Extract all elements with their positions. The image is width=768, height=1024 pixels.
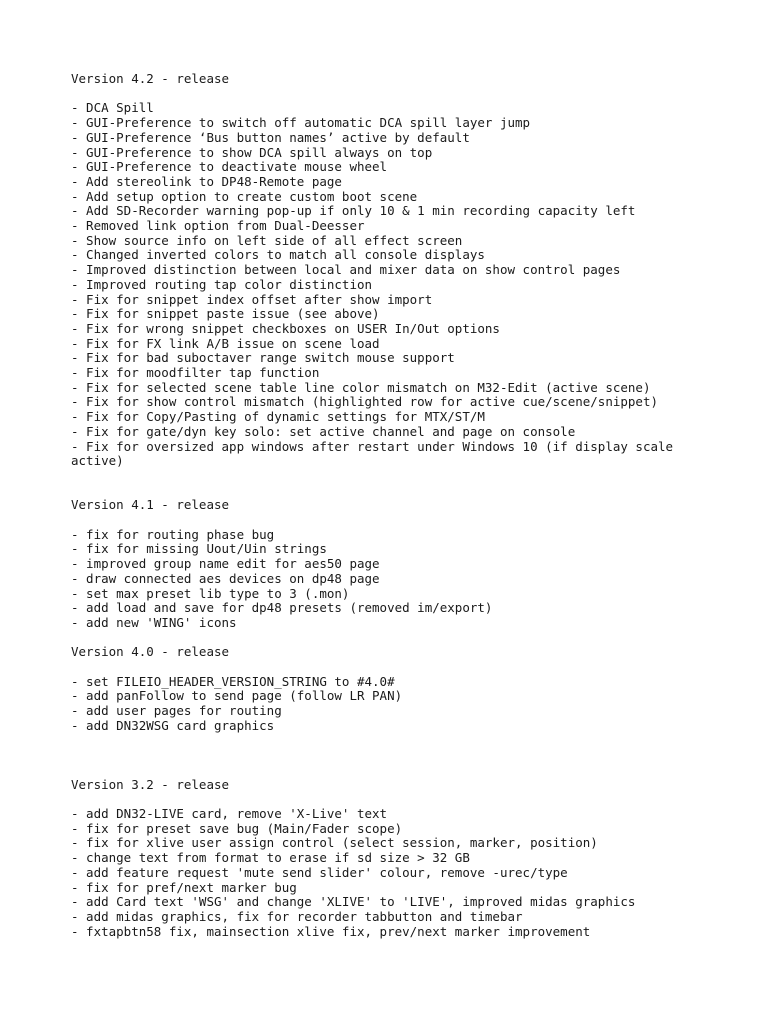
changelog-item: - fix for xlive user assign control (select session, marker, position) <box>71 835 598 851</box>
changelog-list <box>71 528 691 631</box>
changelog-item: - Fix for snippet index offset after show import <box>71 291 433 307</box>
changelog-item: - set FILEIO_HEADER_VERSION_STRING to #4.0# <box>71 673 395 689</box>
section-heading: Version 3.2 - release <box>71 776 230 792</box>
changelog-item: - change text from format to erase if sd size > 32 GB <box>71 850 470 866</box>
changelog-item: - draw connected aes devices on dp48 page <box>71 570 380 586</box>
changelog-item: - set max preset lib type to 3 (.mon) <box>71 585 350 601</box>
changelog-item: - Changed inverted colors to match all console displays <box>71 247 485 263</box>
changelog-item: - GUI-Preference to show DCA spill always on top <box>71 144 433 160</box>
changelog-item: - DCA Spill <box>71 100 154 116</box>
changelog-item: - fix for preset save bug (Main/Fader scope) <box>71 820 403 836</box>
changelog-item: - Fix for wrong snippet checkboxes on USER In/Out options <box>71 320 500 336</box>
changelog-document <box>71 72 691 939</box>
changelog-item: - add DN32WSG card graphics <box>71 717 275 733</box>
changelog-list <box>71 807 691 939</box>
changelog-item: - GUI-Preference ‘Bus button names’ active by default <box>71 129 470 145</box>
changelog-item: - fix for pref/next marker bug <box>71 879 297 895</box>
changelog-item: - Improved distinction between local and mixer data on show control pages <box>71 262 621 278</box>
changelog-item: - Add stereolink to DP48-Remote page <box>71 173 342 189</box>
changelog-item: - Add setup option to create custom boot scene <box>71 188 418 204</box>
changelog-item: - improved group name edit for aes50 page <box>71 556 380 572</box>
changelog-item: - Fix for moodfilter tap function <box>71 365 320 381</box>
changelog-section-v3-2 <box>71 778 691 940</box>
changelog-item: - fix for missing Uout/Uin strings <box>71 541 327 557</box>
changelog-item: - add load and save for dp48 presets (removed im/export) <box>71 600 493 616</box>
changelog-item: - Add SD-Recorder warning pop-up if only 10 & 1 min recording capacity left <box>71 203 636 219</box>
changelog-item: - Fix for gate/dyn key solo: set active channel and page on console <box>71 423 576 439</box>
section-heading: Version 4.1 - release <box>71 497 230 513</box>
changelog-list <box>71 675 691 734</box>
changelog-item: - GUI-Preference to switch off automatic DCA spill layer jump <box>71 115 531 131</box>
changelog-item: - add DN32-LIVE card, remove 'X-Live' text <box>71 806 388 822</box>
changelog-item: - Removed link option from Dual-Deesser <box>71 218 365 234</box>
changelog-section-v4-2 <box>71 72 691 469</box>
changelog-item: - fix for routing phase bug <box>71 526 275 542</box>
changelog-item: - Fix for selected scene table line color mismatch on M32-Edit (active scene) <box>71 379 651 395</box>
changelog-item: - Fix for FX link A/B issue on scene load <box>71 335 380 351</box>
changelog-item: - add panFollow to send page (follow LR PAN) <box>71 688 403 704</box>
changelog-item: - Fix for show control mismatch (highlighted row for active cue/scene/snippet) <box>71 394 658 410</box>
changelog-item: - add midas graphics, fix for recorder tabbutton and timebar <box>71 908 523 924</box>
changelog-item: - add Card text 'WSG' and change 'XLIVE' to 'LIVE', improved midas graphics <box>71 894 636 910</box>
changelog-item: - Fix for bad suboctaver range switch mouse support <box>71 350 455 366</box>
changelog-list <box>71 101 691 469</box>
changelog-item: - Show source info on left side of all effect screen <box>71 232 463 248</box>
changelog-section-v4-0 <box>71 645 691 733</box>
changelog-section-v4-1 <box>71 498 691 630</box>
changelog-item: - Fix for snippet paste issue (see above) <box>71 306 380 322</box>
changelog-item: - Fix for Copy/Pasting of dynamic settings for MTX/ST/M <box>71 409 485 425</box>
changelog-item: - GUI-Preference to deactivate mouse wheel <box>71 159 388 175</box>
changelog-item: - fxtapbtn58 fix, mainsection xlive fix, prev/next marker improvement <box>71 923 591 939</box>
changelog-item: - Fix for oversized app windows after restart under Windows 10 (if display scale active) <box>71 438 674 469</box>
section-heading: Version 4.0 - release <box>71 644 230 660</box>
changelog-item: - add new 'WING' icons <box>71 614 237 630</box>
changelog-item: - Improved routing tap color distinction <box>71 276 373 292</box>
changelog-item: - add user pages for routing <box>71 703 282 719</box>
changelog-item: - add feature request 'mute send slider' colour, remove -urec/type <box>71 864 568 880</box>
section-heading: Version 4.2 - release <box>71 71 230 86</box>
